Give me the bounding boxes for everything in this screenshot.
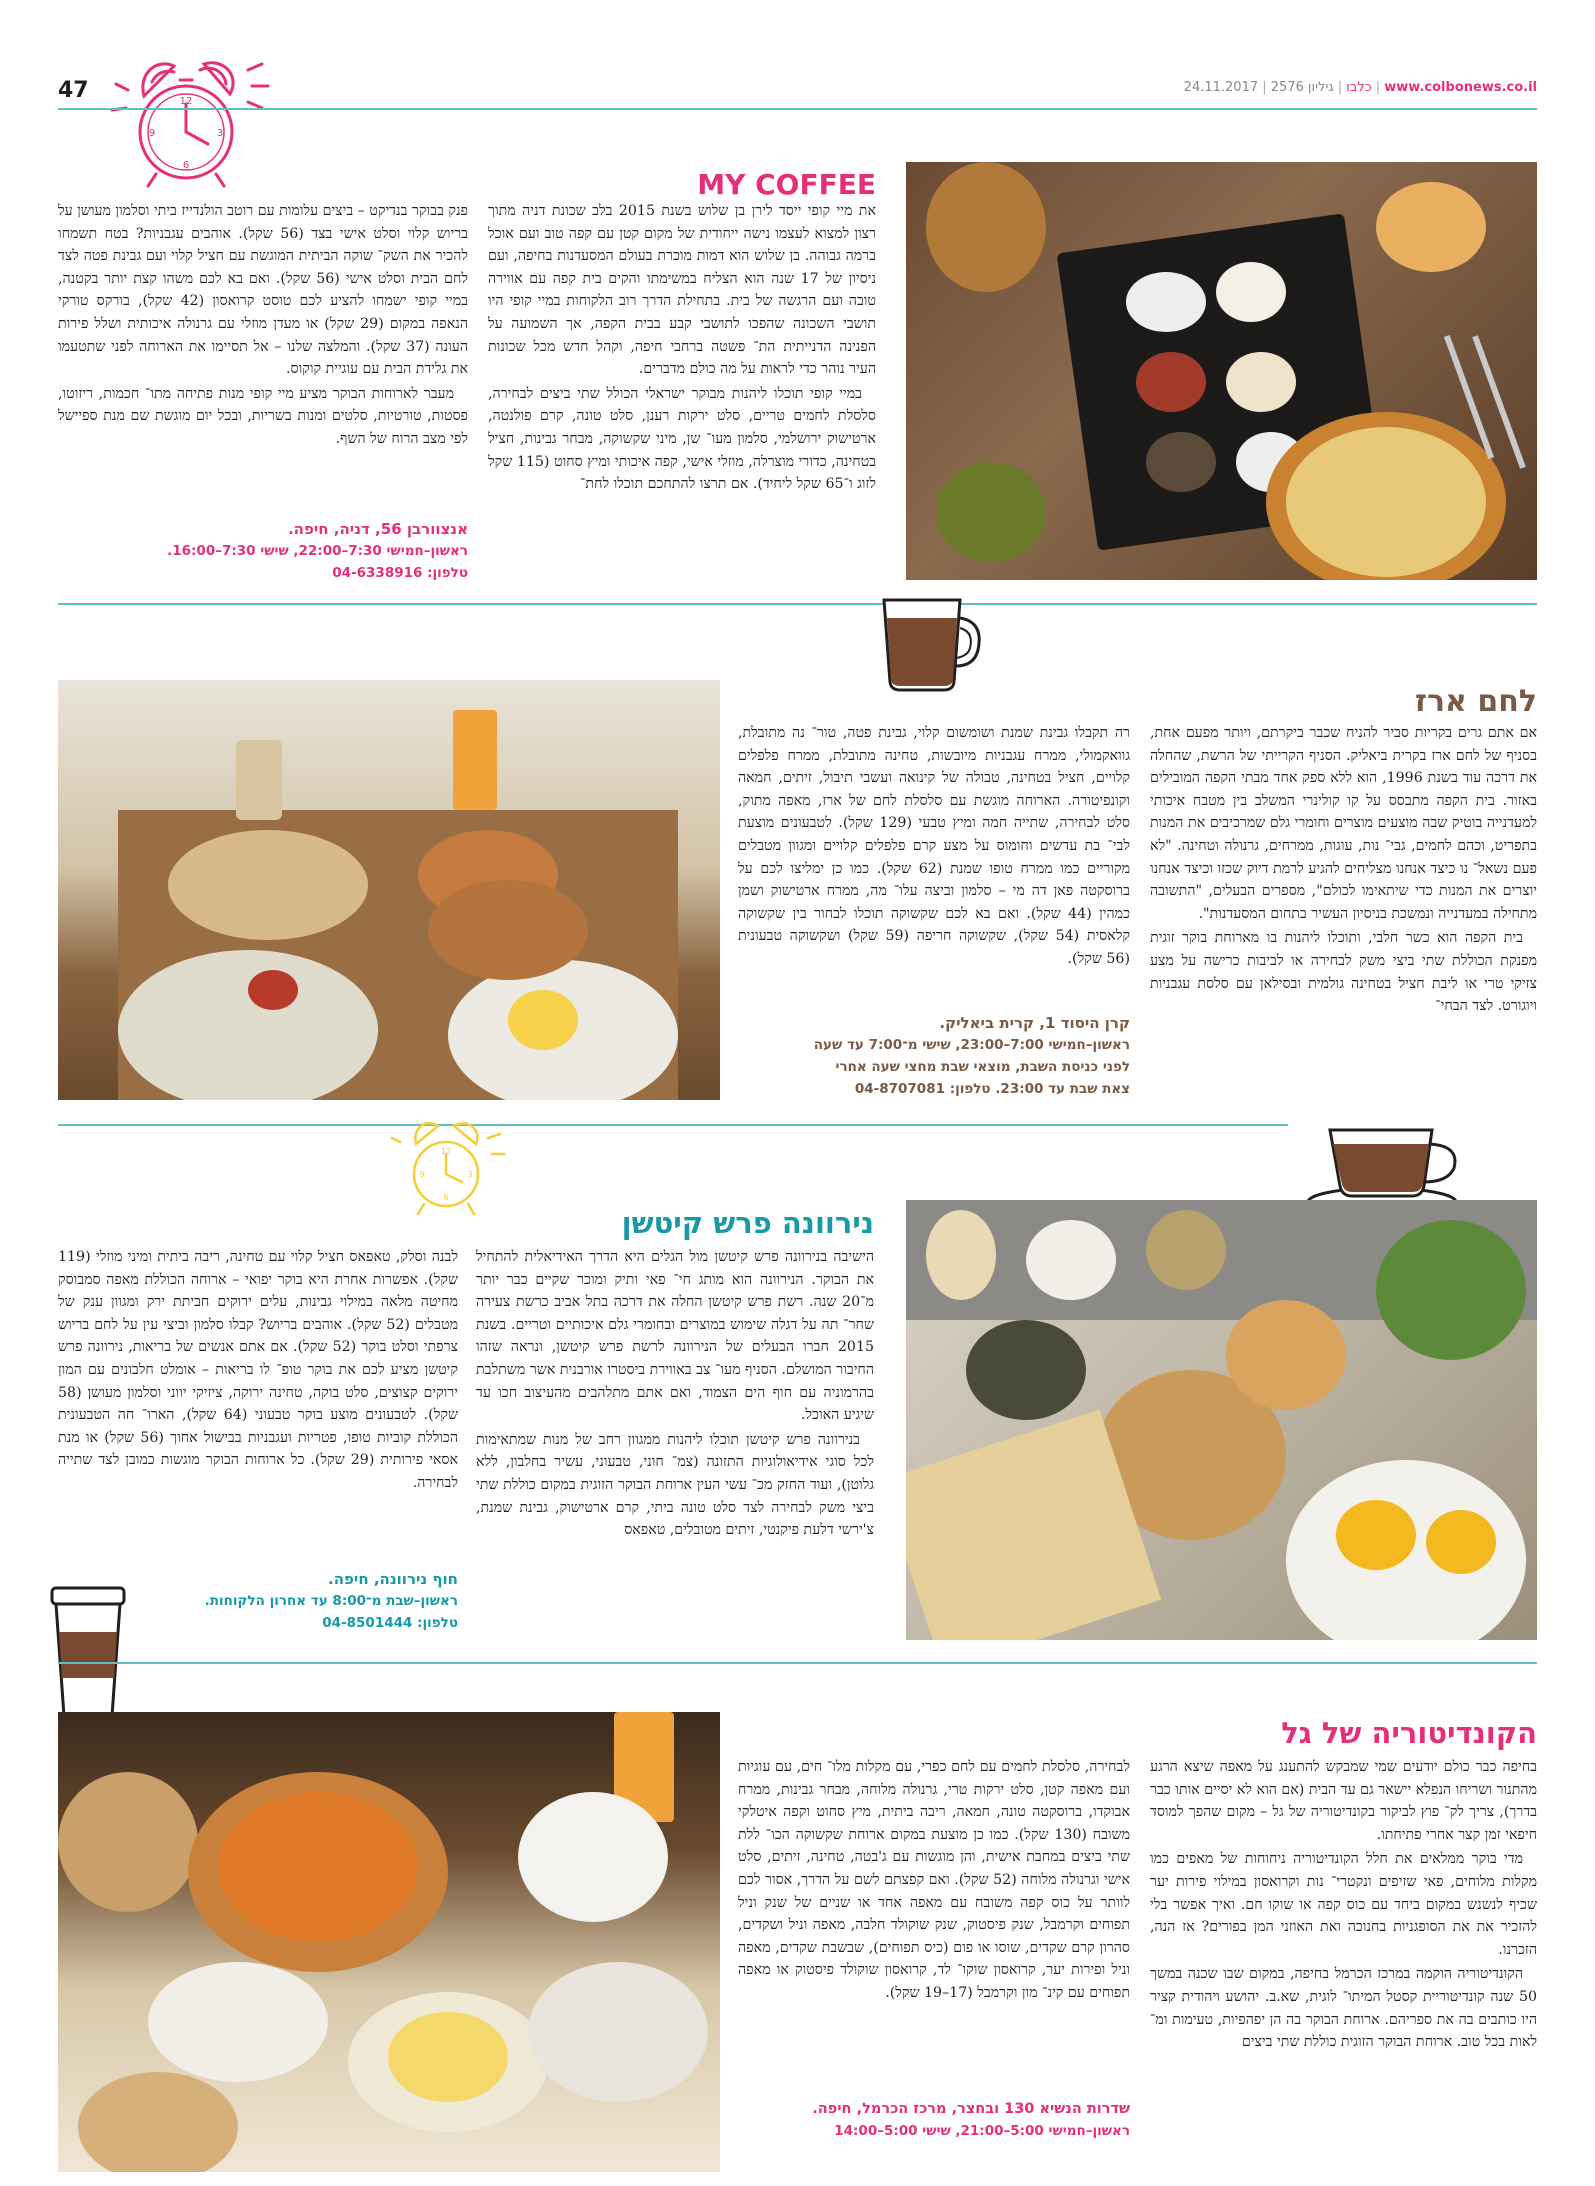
page-number: 47 [58,78,89,103]
lechem-erez-paragraph: רה תקבלו גבינת שמנת ושומשום קלוי, גבינת פטה, טור־ נה מתובלת, גוואקמולי, ממרח עגבניות מיובשות, טחינה מתובלת, ממרח פלפלים קלויים, חציל בטחינה, טבולה של קינואה ועשבי תיבול, זיתים, חמאה וקונפיטורה. הארוחה מוגשת עם סלסלת לחם של ארז, מאפה מתוק, סלט לבחירה, שתייה חמה ומיץ טבעי (129 שקל). לטבעונים מוצעת לבי־ בת עדשים וחומוס על מצע קרם פלפלים קלויים ומגוון מטבלים מקוריים כמו ממרח טופו שמנת (62 שקל). כמו כן ימליצו לכם על ברוסקטה פאן דה מי – סלמון וביצה עלו־ מה, ממרח ארטישוק ושמן כמהין (44 שקל). ואם בא לכם שקשוקה תוכלו לבחור בין שקשוקה קלאסית (54 שקל), שקשוקה חריפה (59 שקל) ושקשוקה טבעונית (56 שקל). [738,725,1130,967]
nirvana-photo [906,1200,1537,1640]
svg-text:9: 9 [419,1170,425,1179]
svg-text:3: 3 [216,128,224,139]
lechem-erez-text-right [1150,722,1537,1116]
lechem-erez-title: לחם ארז [1414,684,1537,719]
mycoffee-phone: טלפון: 04-6338916 [332,565,468,581]
gal-photo [58,1712,720,2172]
publication-name: כלבו [1346,80,1372,95]
alarm-clock-icon [108,30,278,190]
gal-hours: ראשון–חמישי 5:00–21:00, שישי 5:00–14:00 [834,2123,1130,2139]
lechem-erez-photo [58,680,720,1100]
mycoffee-address: אנצוורבן 56, דניה, חיפה. [287,520,468,538]
nirvana-paragraph: הישיבה בנירוונה פרש קיטשן מול הגלים היא הדרך האידיאלית להתחיל את הבוקר. הנירוונה הוא מותג חי־ פאי ותיק ומוכר שקיים כבר יותר מ־20 שנה. רשת פרש קיטשן החלה את דרכה בתל אביב כרשת צעירה שחר־ תה על דגלה שימוש במוצרים ובחומרי גלם איכותיים וטריים. בשנת 2015 חברו הבעלים של הנירוונה לרשת פרש קיטשן, ונראה שזהו החיבור המושלם. הסניף מעו־ צב באווירת ביסטרו אורבנית אשר משתלבת בהרמוניה עם חוף הים הצמוד, ואם אתם מתלהבים מהעיצוב חכו עד שיגיע האוכל. [476,1249,874,1424]
nirvana-text-right [476,1246,874,1652]
lechem-erez-info [738,1012,1130,1100]
nirvana-text-left [58,1246,458,1562]
nirvana-phone: טלפון: 04-8501444 [322,1615,458,1631]
mycoffee-hours: ראשון–חמישי 7:30–22:00, שישי 7:30–16:00. [167,543,468,559]
svg-text:12: 12 [179,96,193,107]
takeaway-cup-icon [40,1582,140,1722]
lechem-erez-address: קרן היסוד 1, קרית ביאליק. [939,1014,1130,1032]
mycoffee-paragraph: פנק בבוקר בנדיקט – ביצים עלומות עם רוטב הולנדייז ביתי וסלמון מעושן על בריוש קלוי וסלט אישי בצד (56 שקל). אוהבים עגבניות? בטח תשמחו להכיר את השק־ שוקה הביתית המוגשת עם חציל קלוי ועם גבינת פטה לצד לחם הבית וסלט אישי (56 שקל). ואם בא לכם משהו קצת יותר בקטנה, במיי קופי ישמחו להציע לכם טוסט קרואסון (42 שקל), בורקס טורקי הנאפה במקום (29 שקל) או מעדן מוזלי עם גרנולה איכותית ושלל פירות העונה (37 שקל). והמלצה שלנו – אל תסיימו את הארוחה לפני שתטעמו את גלידת הבית עם עוגיית קוקוס. [58,203,468,378]
lechem-erez-paragraph: אם אתם גרים בקריות סביר להניח שכבר ביקרתם, ויותר מפעם אחת, בסניף של לחם ארז בקרית ביאליק. הסניף הקרייתי של הרשת, שהחלה את דרכה עוד בשנת 1996, הוא ללא ספק אחד מבתי הקפה המובילים באזור. בית הקפה מתבסס על קו קולינרי המשלב בין מטבח איכותי למעדנייה בוטיק שבה מוצעים מוצרים וחומרי גלם שמרכיבים את המנות בתפריט, וכהם לחמים, גבי־ נות, עוגות, ממרחים, גרנולה וטחינה. "לא פעם נשאל־ נו כיצד אנחנו מצליחים להגיע לרמת דיוק שכזו וכיצד אנחנו יוצרים את המנות כדי שיתאימו לכולם", מספרים הבעלים, "התשובה מתחילה במעדנייה ונמשכת בניסיון העשיר בתחום המסעדנות". [1150,725,1537,922]
gal-paragraph: לבחירה, סלסלת לחמים עם לחם כפרי, עם מקלות מלו־ חים, עם עוגיות ועם מאפה קטן, סלט ירקות טרי, גרנולה מלוחה, מבחר גבינות, ממרח אבוקדו, ברוסקטה טונה, חמאה, ריבה ביתית, מיץ סחוט וקפה איטלקי משובח (130 שקל). כמו כן מוצעת במקום ארוחת שקשוקה הכו־ ללת שתי ביצים במחבת אישית, והן מוגשות עם ג'בטה, טחינה, זיתים, סלט אישי וגרנולה מלוחה (52 שקל). ואם קפצתם לשם על הדרך, אסור לכם לוותר על כוס קפה משובח עם מאפה אחד או שניים של שנק וניל תפוחים וקרמבל, שנק פיסטוק, שנק שוקולד חלבה, מאפה וניל ושקדים, סהרון קרם שקדים, שוסו או פום (כיס תפוחים), שבשבת שקדים, מאפה וניל ופירות יער, קרואסון שוקו־ לד, קרואסון שוקולד פיסטוק או מאפה תפוחים עם קינ־ מון וקרמבל (17–19 שקל). [738,1759,1130,2001]
nirvana-hours: ראשון–שבת מ־8:00 עד אחרון הלקוחות. [204,1593,458,1609]
gal-title: הקונדיטוריה של גל [1281,1716,1537,1750]
svg-text:6: 6 [443,1193,449,1202]
lechem-erez-phone: צאת שבת עד 23:00. טלפון: 04-8707081 [854,1081,1130,1097]
gal-text-right [1150,1756,1537,2158]
mycoffee-photo [906,162,1537,580]
header-rule [58,108,1537,110]
header-meta: www.colbonews.co.il | כלבו | גיליון 2576 | 24.11.2017 [1183,80,1537,95]
mycoffee-title: MY COFFEE [697,168,876,201]
svg-text:9: 9 [148,128,156,139]
mycoffee-text-right [488,200,876,600]
gal-paragraph: הקונדיטוריה הוקמה במרכז הכרמל בחיפה, במקום שבו שכנה במשך 50 שנה קונדיטוריית קסטל המיתו־ לוגית, שא.ב. יהושע ויהודית קציר היו כותבים בה את ספריהם. ארוחת הבוקר בה הן יפהפיות, טעימות ומ־ לאות בכל טוב. ארוחת הבוקר הזוגית כוללת שתי ביצים [1150,1966,1537,2051]
gal-text-left [738,1756,1130,2092]
nirvana-paragraph: לבנה וסלק, טאפאס חציל קלוי עם טחינה, ריבה ביתית ומיני מוזלי (119 שקל). אפשרות אחרת היא בוקר יפואי – ארוחה הכוללת מאפה סמבוסק מחיטה מלאה במילוי גבינות, עלים ירוקים חביתת ירק ומגוון ענק של מטבלים (52 שקל). אוהבים בריוש? קבלו סלמון וביצי עין על לחם בריוש צרפתי וסלט בוקר (52 שקל). אם אתם אנשים של בריאות, נירוונה פרש קיטשן מציע לכם את בוקר טופ־ לו בריאות – אומלט חלבונים עם המון ירוקים קצוצים, סלט בוקה, טחינה ירוקה, ציזיקי יווני וסלמון מעושן (58 שקל). לטבעונים מוצע בוקר טבעוני (64 שקל), הארו־ חה הטבעונית הכוללת קוביות טופו, פטריות ועגבניות בבישול אחוך (56 שקל) או מנת אסאי פירותית (29 שקל). כל ארוחות הבוקר מוגשות כמובן לצד שתייה לבחירה. [58,1249,458,1491]
mycoffee-paragraph: מעבר לארוחות הבוקר מציע מיי קופי מנות פתיחה מתו־ חכמות, ריזוטו, פסטות, טורטיות, סלטים ומנות בשריות, ובכל יום מוגשת שם מנת ספיישל לפי מצב הרוח של השף. [58,385,468,447]
gal-address: שדרות הנשיא 130 ובחצר, מרכז הכרמל, חיפה. [812,2101,1130,2117]
gal-paragraph: בחיפה כבר כולם יודעים שמי שמבקש להתענג על מאפה שיצא הרגע מהתנור ושריחו הנפלא יישאר גם עד הבית (אם הוא לא יסיים אותו כבר בדרך), צריך לק־ פוץ לביקור בקונדיטוריה של גל – מקום שהפך למוסד חיפאי זמן קצר אחרי פתיחתו. [1150,1759,1537,1843]
nirvana-address: חוף נירוונה, חיפה. [328,1570,458,1588]
mycoffee-info [58,518,468,584]
mycoffee-paragraph: במיי קופי תוכלו ליהנות מבוקר ישראלי הכולל שתי ביצים לבחירה, סלסלת לחמים טריים, סלט ירקות רענן, סלט טונה, קרם פולנטה, ארטישוק ירושלמי, סלמון מעו־ שן, מיני שקשוקה, מבחר גבינות, חציל בטחינה, כדורי מוצרלה, מוזלי אישי, קפה איכותי ומיץ סחוט (115 שקל לזוג ו־65 שקל ליחיד). אם תרצו להתחכם תוכלו לחת־ [488,385,876,493]
svg-text:3: 3 [467,1170,473,1179]
svg-text:6: 6 [182,160,190,171]
section-rule [58,603,1537,605]
nirvana-title: נירוונה פרש קיטשן [621,1206,874,1240]
section-rule [58,1662,1537,1664]
lechem-erez-hours: לפני כניסת השבת, מוצאי שבת מחצי שעה אחרי [835,1059,1130,1075]
lechem-erez-paragraph: בית הקפה הוא כשר חלבי, ותוכלו ליהנות בו מארוחת בוקר זוגית מפנקת הכוללת שתי ביצי משק לבחירה או לביבות כרישה על מצע צזיקי טרי או ליבת חציל בטחינה גולמית ובסילאן עם סלסת עגבניות ויוגורט. לצד הבחי־ [1150,930,1537,1015]
lechem-erez-text-left [738,722,1130,1010]
svg-text:12: 12 [440,1147,452,1156]
lechem-erez-hours: ראשון–חמישי 7:00–23:00, שישי מ־7:00 עד שעה [813,1037,1130,1053]
issue-number: גיליון 2576 [1270,80,1334,95]
mycoffee-text-left [58,200,468,500]
gal-info [738,2098,1130,2142]
site-url[interactable]: www.colbonews.co.il [1384,80,1537,95]
section-rule [58,1124,1288,1126]
nirvana-paragraph: בנירוונה פרש קיטשן תוכלו ליהנות ממגוון רחב של מנות שמתאימות לכל סוגי אידיאולוגיות התזונה (צמ־ חוני, טבעוני, עשיר בחלבון, ללא גלוטן), ועוד החזק מכ־ עשי העין ארוחת הבוקר הזוגית במקום כוללת שתי ביצי משק לבחירה לצד סלט טונה ביתי, קרם ארטישוק, גבינת שמנת, צ'ירשי דלעת פיקנטי, זיתים מטובלים, טאפאס [476,1431,874,1539]
gal-paragraph: מדי בוקר ממלאים את חלל הקונדיטוריה ניחוחות של מאפים כמו מקלות מלוחים, פאי שזיפים ונקטרי־ נות וקרואסון במילוי פירות יער שכיף לנשנש במקום ביחד עם כוס קפה או שוקו חם. ואיך אפשר בלי להזכיר את את הסופגניות בחנוכה ואת האוזני המן בפורים? אז הנה, הזכרנו. [1150,1851,1537,1958]
mycoffee-paragraph: את מיי קופי ייסד לירן בן שלוש בשנת 2015 בלב שכונת דניה מתוך רצון למצוא לעצמו נישה ייחודית של מקום קטן עם קפה טוב ועם אוכל ברמה גבוהה. בן שלוש הוא דמות מוכרת בעולם המסעדנות בחיפה, ועם ניסיון של 17 שנה הוא הצליח במשימתו והקים בית קפה עם אווירה טובה ועם הרגשה של בית. בתחילת הדרך רוב הלקוחות במיי קופי היו תושבי השכונה שהפכו לתושבי קבע בבית הקפה, אך השמועה על הפנינה הדנייתית הת־ פשטה ברחבי חיפה, וקהל חדש מכל שכונות העיר נוהר כדי לראות על מה כולם מדברים. [488,203,876,378]
coffee-cup-icon [870,578,990,698]
issue-date: 24.11.2017 [1183,80,1259,95]
